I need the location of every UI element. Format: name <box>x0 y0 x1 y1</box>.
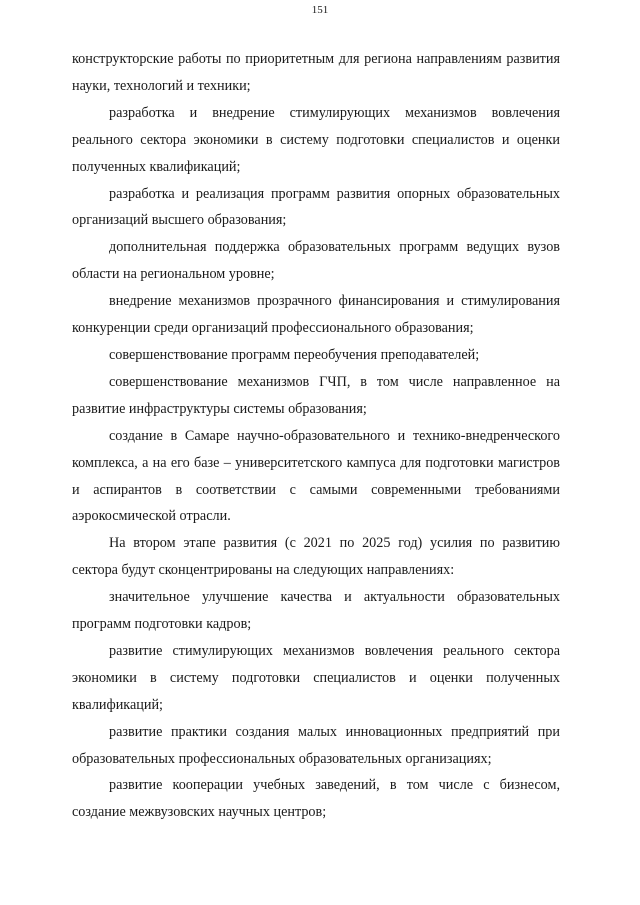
body-text <box>72 46 560 826</box>
paragraph: разработка и внедрение стимулирующих механизмов вовлечения реального сектора экономики в систему подготовки специалистов и оценки полученных квалификаций; <box>72 104 560 175</box>
paragraph: совершенствование механизмов ГЧП, в том числе направленное на развитие инфраструктуры системы образования; <box>72 373 560 417</box>
paragraph: значительное улучшение качества и актуальности образовательных программ подготовки кадров; <box>72 589 560 633</box>
paragraph: развитие кооперации учебных заведений, в том числе с бизнесом, создание межвузовских научных центров; <box>72 777 560 821</box>
paragraph: развитие практики создания малых инновационных предприятий при образовательных профессиональных образовательных организациях; <box>72 723 560 767</box>
paragraph: создание в Самаре научно-образовательного и технико-внедренческого комплекса, а на его базе – университетского кампуса для подготовки магистров и аспирантов в соответствии с самыми современными требованиями аэрокосмической отрасли. <box>72 427 560 525</box>
paragraph: разработка и реализация программ развития опорных образовательных организаций высшего образования; <box>72 185 560 229</box>
page-number: 151 <box>311 4 329 16</box>
paragraph: совершенствование программ переобучения преподавателей; <box>109 346 480 363</box>
paragraph: конструкторские работы по приоритетным для региона направлениям развития науки, технологий и техники; <box>72 51 560 94</box>
paragraph: развитие стимулирующих механизмов вовлечения реального сектора экономики в систему подготовки специалистов и оценки полученных квалификаций; <box>72 642 560 713</box>
paragraph: дополнительная поддержка образовательных программ ведущих вузов области на региональном уровне; <box>72 239 560 283</box>
paragraph: внедрение механизмов прозрачного финансирования и стимулирования конкуренции среди организаций профессионального образования; <box>72 293 560 337</box>
paragraph: На втором этапе развития (с 2021 по 2025 год) усилия по развитию сектора будут сконцентрированы на следующих направлениях: <box>72 535 560 579</box>
